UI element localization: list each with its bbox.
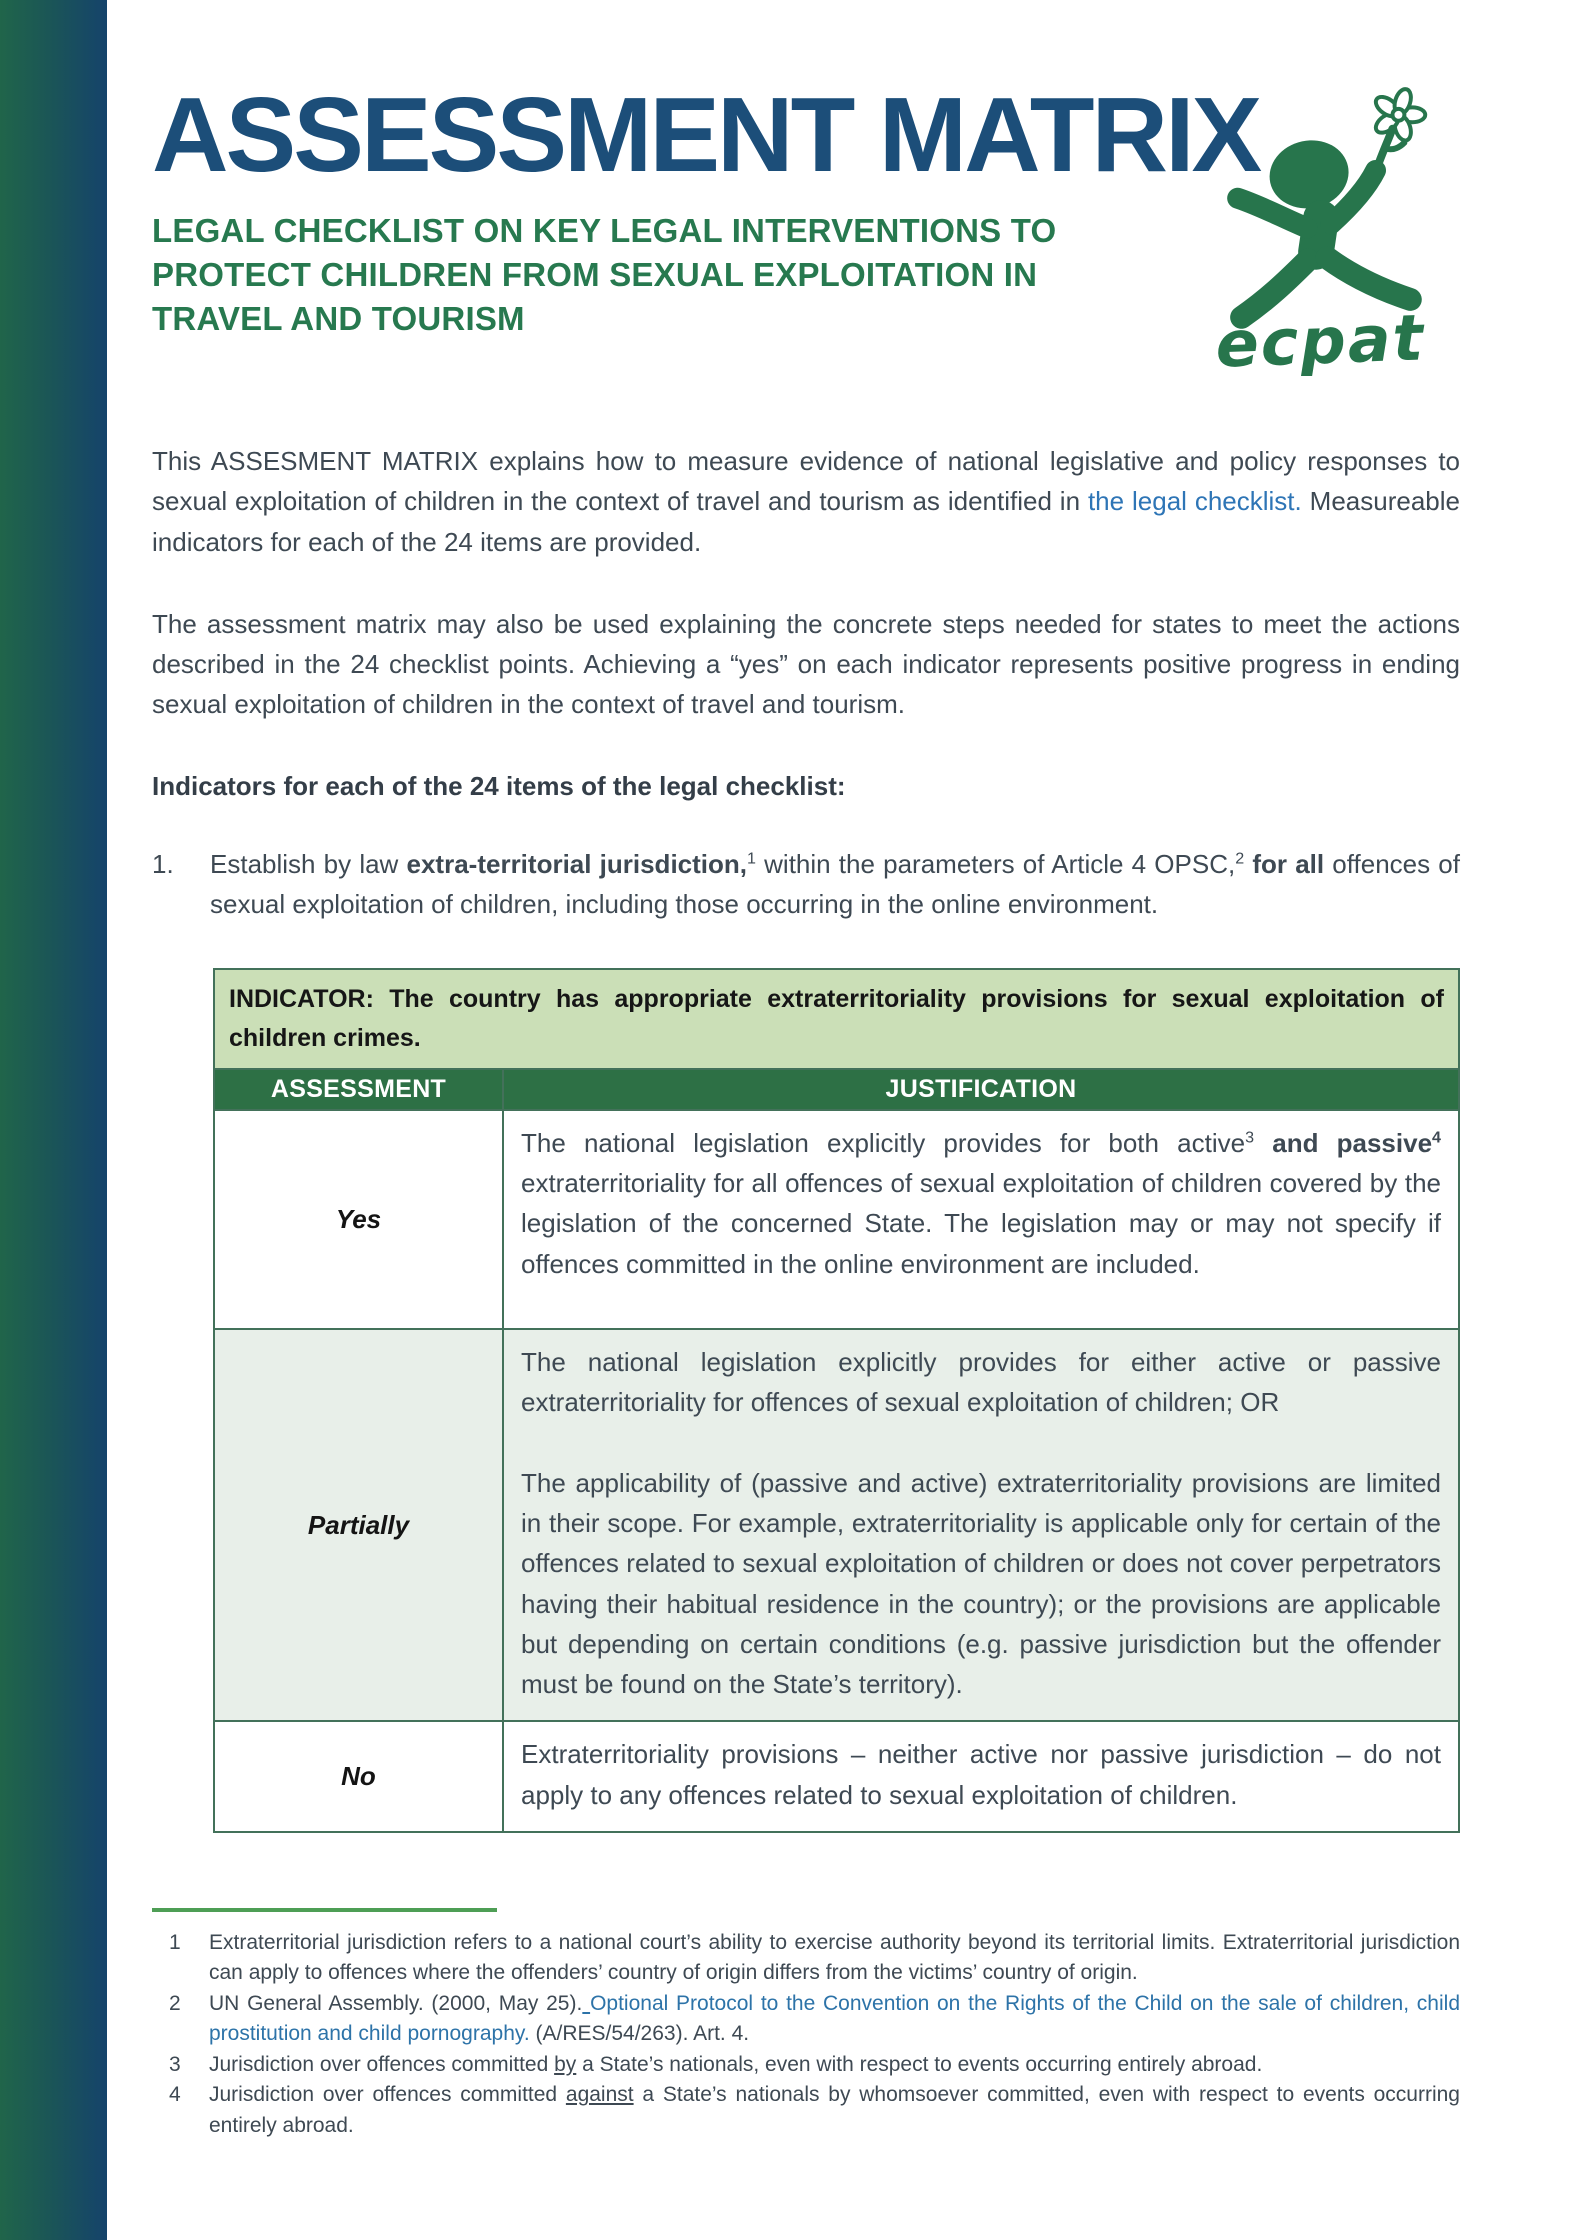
justification-yes bbox=[503, 1110, 1459, 1329]
justification-no: Extraterritoriality provisions – neither active nor passive jurisdiction – do not apply to any offences related to sexual exploitation of children. bbox=[503, 1721, 1459, 1832]
table-row-partially bbox=[214, 1329, 1459, 1721]
document-header bbox=[152, 76, 1460, 381]
indicator-statement: INDICATOR: The country has appropriate extraterritoriality provisions for sexual exploitation of children crimes. bbox=[214, 969, 1459, 1069]
footnote-citation-plain: (A/RES/54/263). Art. 4. bbox=[529, 2022, 750, 2046]
footnote-text: Extraterritorial jurisdiction refers to a national court’s ability to exercise authority beyond its territorial limits. Extraterritorial jurisdiction can apply to offences where the offenders’ country of origin differs from the victims’ country of origin. bbox=[209, 1931, 1460, 1985]
table-row-no bbox=[214, 1721, 1459, 1832]
footnote-ref-4: 4 bbox=[1432, 1128, 1441, 1147]
footnote-number: 3 bbox=[169, 2052, 181, 2076]
ecpat-logo-figure bbox=[1182, 76, 1460, 376]
title-block bbox=[152, 76, 1260, 341]
ecpat-logo bbox=[1182, 76, 1460, 381]
footnote-3 bbox=[169, 2050, 1460, 2080]
assessment-value-partially: Partially bbox=[214, 1329, 503, 1721]
footnote-4 bbox=[169, 2080, 1460, 2141]
justification-text-bold: and passive bbox=[1254, 1127, 1433, 1158]
list-item-text bbox=[210, 844, 1460, 925]
footnote-text-underlined: by bbox=[554, 2052, 577, 2076]
footnote-2 bbox=[169, 1989, 1460, 2050]
item-text: within the parameters of Article 4 OPSC, bbox=[755, 848, 1236, 879]
footnote-1 bbox=[169, 1928, 1460, 1989]
justification-partially bbox=[503, 1329, 1459, 1721]
legal-checklist-link[interactable]: the legal checklist. bbox=[1087, 486, 1302, 517]
ecpat-wordmark: ecpat bbox=[1214, 300, 1427, 376]
footnote-ref-3: 3 bbox=[1245, 1128, 1255, 1147]
footnote-text bbox=[209, 2080, 1460, 2141]
footnote-text bbox=[209, 1989, 1460, 2050]
table-row-yes bbox=[214, 1110, 1459, 1329]
list-item-number: 1. bbox=[152, 848, 174, 879]
item-text-bold: for all bbox=[1244, 848, 1325, 879]
child-figure bbox=[1238, 133, 1411, 317]
underlined-space bbox=[582, 1992, 590, 2015]
footnote-number: 4 bbox=[169, 2083, 181, 2107]
justification-text: The national legislation explicitly provides for both active bbox=[521, 1127, 1246, 1158]
justification-text: extraterritoriality for all offences of sexual exploitation of children covered by the legislation of the concerned State. The legislation may or may not specify if offences committed in the online environment are included. bbox=[521, 1168, 1441, 1279]
intro-paragraph-2: The assessment matrix may also be used explaining the concrete steps needed for states to meet the actions described in the 24 checklist points. Achieving a “yes” on each indicator represents positive progress in ending sexual exploitation of children in the context of travel and tourism. bbox=[152, 608, 1460, 720]
indicator-row bbox=[214, 969, 1459, 1069]
footnote-text-underlined: against bbox=[565, 2083, 634, 2107]
subtitle-line-3: TRAVEL AND TOURISM bbox=[152, 300, 525, 338]
column-header-assessment: ASSESSMENT bbox=[214, 1069, 503, 1110]
footnote-text bbox=[209, 2050, 1460, 2080]
paragraph-text: Measureable indicators for each of the 24 items are provided. bbox=[152, 486, 1460, 557]
subtitle-line-2: PROTECT CHILDREN FROM SEXUAL EXPLOITATION IN bbox=[152, 255, 1038, 293]
page-subtitle bbox=[152, 209, 1182, 342]
footnote-text-plain: a State’s nationals, even with respect to events occurring entirely abroad. bbox=[576, 2052, 1263, 2076]
assessment-table bbox=[213, 968, 1460, 1833]
left-gradient-bar bbox=[0, 0, 107, 2240]
opsc-protocol-link[interactable]: Optional Protocol to the Convention on the Rights of the Child on the sale of children, child prostitution and child pornography. bbox=[209, 1991, 1461, 2046]
justification-paragraph: The applicability of (passive and active) extraterritoriality provisions are limited in their scope. For example, extraterritoriality is applicable only for certain of the offences related to sexual exploitation of children or does not cover perpetrators having their habitual residence in the country); or the provisions are applicable but depending on certain conditions (e.g. passive jurisdiction but the offender must be found on the State’s territory). bbox=[521, 1467, 1441, 1700]
flower-icon bbox=[1372, 87, 1425, 143]
footnote-number: 1 bbox=[169, 1931, 181, 1954]
footnote-number: 2 bbox=[169, 1991, 181, 2015]
page-title: ASSESSMENT MATRIX bbox=[152, 76, 1260, 194]
assessment-value-yes: Yes bbox=[214, 1110, 503, 1329]
footnote-text-plain: Jurisdiction over offences committed bbox=[209, 2052, 555, 2076]
footnote-separator bbox=[152, 1908, 497, 1912]
footnotes-section bbox=[152, 1908, 1460, 2141]
item-text-bold: extra-territorial jurisdiction, bbox=[406, 848, 747, 879]
footnote-ref-1: 1 bbox=[747, 849, 756, 868]
item-text: Establish by law bbox=[210, 848, 407, 879]
intro-paragraph-1 bbox=[152, 441, 1460, 562]
footnote-citation-plain: UN General Assembly. (2000, May 25). bbox=[209, 1991, 583, 2015]
item-text: offences of sexual exploitation of children, including those occurring in the online environment. bbox=[210, 848, 1460, 920]
justification-paragraph: The national legislation explicitly provides for either active or passive extraterritoriality for offences of sexual exploitation of children; OR bbox=[521, 1347, 1441, 1418]
page-content bbox=[152, 0, 1460, 1833]
subtitle-line-1: LEGAL CHECKLIST ON KEY LEGAL INTERVENTIONS TO bbox=[152, 211, 1057, 249]
column-header-justification: JUSTIFICATION bbox=[503, 1069, 1459, 1110]
checklist-item-1 bbox=[152, 844, 1460, 925]
assessment-value-no: No bbox=[214, 1721, 503, 1832]
footnote-text-plain: a State’s nationals by whomsoever committed, even with respect to events occurring entirely abroad. bbox=[209, 2083, 1460, 2137]
footnote-ref-2: 2 bbox=[1235, 849, 1245, 868]
footnote-text-plain: Jurisdiction over offences committed bbox=[209, 2083, 566, 2107]
paragraph-text: This ASSESMENT MATRIX explains how to measure evidence of national legislative and policy responses to sexual exploitation of children in the context of travel and tourism as identified in bbox=[152, 446, 1460, 517]
column-header-row bbox=[214, 1069, 1459, 1110]
indicators-heading: Indicators for each of the 24 items of the legal checklist: bbox=[152, 770, 846, 801]
